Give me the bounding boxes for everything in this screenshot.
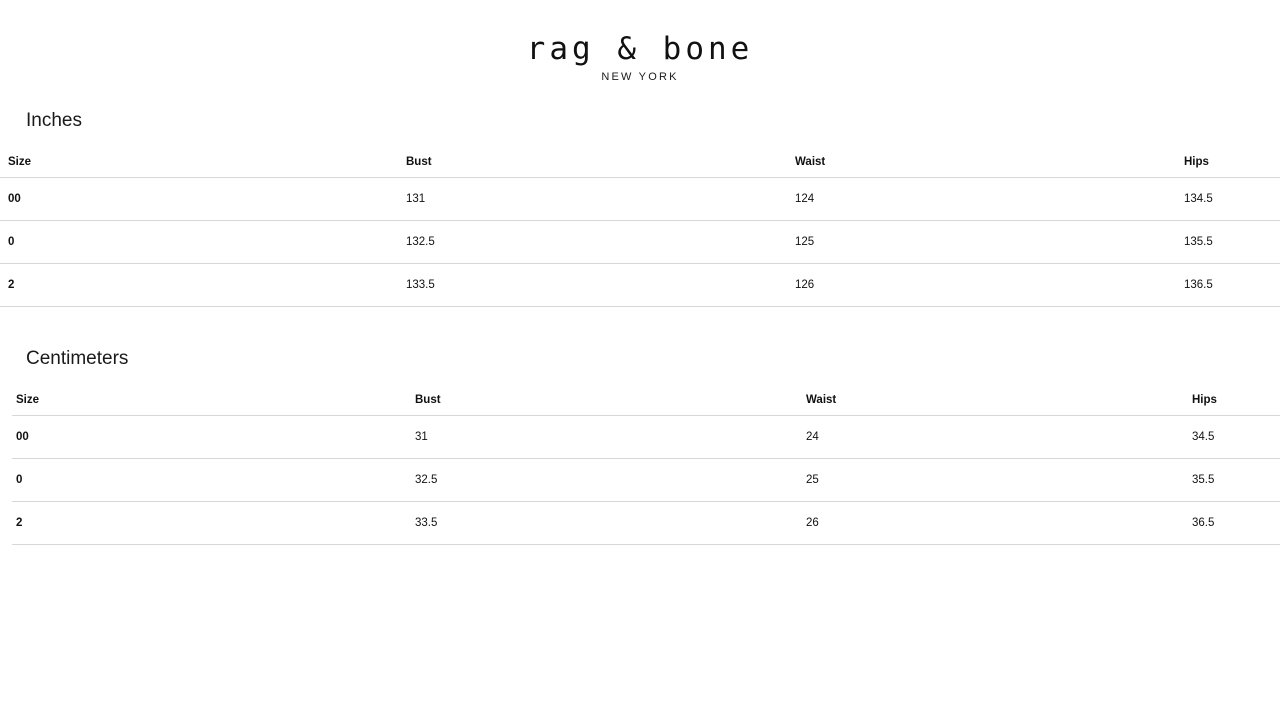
- column-header-hips: Hips: [1192, 385, 1280, 416]
- cell-size: 0: [12, 459, 415, 502]
- cell-size: 0: [0, 221, 406, 264]
- brand-header: [0, 0, 1280, 83]
- cell-waist: 26: [806, 502, 1192, 545]
- cell-size: 2: [0, 264, 406, 307]
- cell-bust: 33.5: [415, 502, 806, 545]
- cell-hips: 35.5: [1192, 459, 1280, 502]
- cell-waist: 24: [806, 416, 1192, 459]
- cell-hips: 134.5: [1184, 178, 1280, 221]
- table-header-row: [12, 385, 1280, 416]
- section-title-inches: Inches: [26, 110, 82, 131]
- brand-name: rag & bone: [526, 31, 754, 67]
- table-row: [12, 502, 1280, 545]
- cell-waist: 126: [795, 264, 1184, 307]
- table-row: [0, 221, 1280, 264]
- table-row: [12, 416, 1280, 459]
- table-row: [0, 264, 1280, 307]
- cell-size: 00: [12, 416, 415, 459]
- column-header-waist: Waist: [806, 385, 1192, 416]
- cell-hips: 135.5: [1184, 221, 1280, 264]
- cell-bust: 132.5: [406, 221, 795, 264]
- cell-size: 2: [12, 502, 415, 545]
- cell-waist: 25: [806, 459, 1192, 502]
- table-row: [12, 459, 1280, 502]
- column-header-size: Size: [0, 147, 406, 178]
- column-header-bust: Bust: [406, 147, 795, 178]
- cell-bust: 133.5: [406, 264, 795, 307]
- brand-subtitle: NEW YORK: [601, 71, 679, 83]
- cell-waist: 125: [795, 221, 1184, 264]
- size-table-centimeters: [12, 385, 1280, 545]
- section-centimeters: [0, 347, 1280, 545]
- size-table-inches: [0, 147, 1280, 307]
- section-inches: [0, 109, 1280, 307]
- column-header-size: Size: [12, 385, 415, 416]
- cell-waist: 124: [795, 178, 1184, 221]
- cell-hips: 136.5: [1184, 264, 1280, 307]
- section-title-centimeters: Centimeters: [26, 348, 129, 369]
- cell-hips: 34.5: [1192, 416, 1280, 459]
- column-header-bust: Bust: [415, 385, 806, 416]
- column-header-waist: Waist: [795, 147, 1184, 178]
- column-header-hips: Hips: [1184, 147, 1280, 178]
- section-spacer: [0, 307, 1280, 321]
- cell-hips: 36.5: [1192, 502, 1280, 545]
- cell-size: 00: [0, 178, 406, 221]
- cell-bust: 31: [415, 416, 806, 459]
- table-header-row: [0, 147, 1280, 178]
- cell-bust: 32.5: [415, 459, 806, 502]
- table-row: [0, 178, 1280, 221]
- cell-bust: 131: [406, 178, 795, 221]
